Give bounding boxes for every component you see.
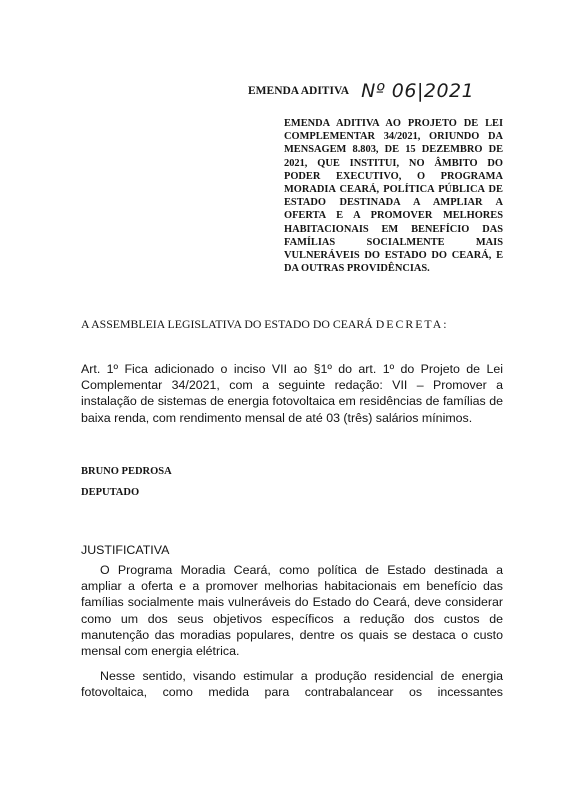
article-line: Art. 1º Fica adicionado o inciso VII ao §1º do art. 1º do Projeto de Lei	[81, 362, 503, 376]
ementa-line: ESTADO DESTINADA A AMPLIAR A	[284, 197, 503, 209]
ementa-block	[284, 117, 503, 275]
handwritten-amendment-number: Nº 06|2021	[361, 80, 475, 102]
ementa-line: MENSAGEM 8.803, DE 15 DEZEMBRO DE	[284, 144, 503, 156]
decreta-line	[81, 317, 449, 332]
decreta-verb: DECRETA:	[375, 317, 449, 331]
justificativa-paragraph-2	[81, 668, 503, 700]
paragraph-line: Nesse sentido, visando estimular a produção residencial de energia	[100, 669, 503, 683]
ementa-line: FAMÍLIAS SOCIALMENTE MAIS	[284, 236, 503, 248]
ementa-line: MORADIA CEARÁ, POLÍTICA PÚBLICA DE	[284, 184, 503, 196]
ementa-line: 2021, QUE INSTITUI, NO ÂMBITO DO	[284, 157, 503, 169]
amendment-title: EMENDA ADITIVA	[248, 85, 350, 97]
ementa-line: EMENDA ADITIVA AO PROJETO DE LEI	[284, 118, 503, 129]
article-line: instalação de sistemas de energia fotovoltaica em residências de famílias de	[81, 394, 503, 409]
ementa-line: VULNERÁVEIS DO ESTADO DO CEARÁ, E	[284, 250, 503, 262]
paragraph-line: famílias socialmente mais vulneráveis do Estado do Ceará, deve considerar	[81, 595, 503, 610]
amendment-header	[248, 80, 474, 102]
ementa-line: PODER EXECUTIVO, O PROGRAMA	[284, 170, 503, 182]
ementa-line: HABITACIONAIS EM BENEFÍCIO DAS	[284, 223, 503, 235]
paragraph-line: ampliar a oferta e a promover melhorias habitacionais em benefício das	[81, 579, 503, 594]
assembly-name: A ASSEMBLEIA LEGISLATIVA DO ESTADO DO CEARÁ	[81, 317, 373, 331]
justificativa-title: JUSTIFICATIVA	[81, 543, 170, 557]
article-line: Complementar 34/2021, com a seguinte redação: VII – Promover a	[81, 378, 503, 393]
paragraph-line: fotovoltaica, como medida para contrabalancear os incessantes	[81, 685, 503, 700]
paragraph-line: mensal com energia elétrica.	[81, 644, 240, 659]
article-1	[81, 361, 503, 426]
paragraph-line: como um dos seus objetivos específicos a redução dos custos de	[81, 611, 503, 626]
ementa-line: COMPLEMENTAR 34/2021, ORIUNDO DA	[284, 131, 503, 143]
justificativa-paragraph-1	[81, 562, 503, 659]
signer-name: BRUNO PEDROSA	[81, 466, 172, 477]
paragraph-line: manutenção das moradias populares, dentre os quais se destaca o custo	[81, 627, 503, 642]
signer-role: DEPUTADO	[81, 487, 140, 498]
article-line: baixa renda, com rendimento mensal de até 03 (três) salários mínimos.	[81, 410, 473, 425]
ementa-line: DA OUTRAS PROVIDÊNCIAS.	[284, 263, 430, 275]
ementa-line: OFERTA E A PROMOVER MELHORES	[284, 210, 503, 222]
paragraph-line: O Programa Moradia Ceará, como política de Estado destinada a	[100, 563, 503, 577]
